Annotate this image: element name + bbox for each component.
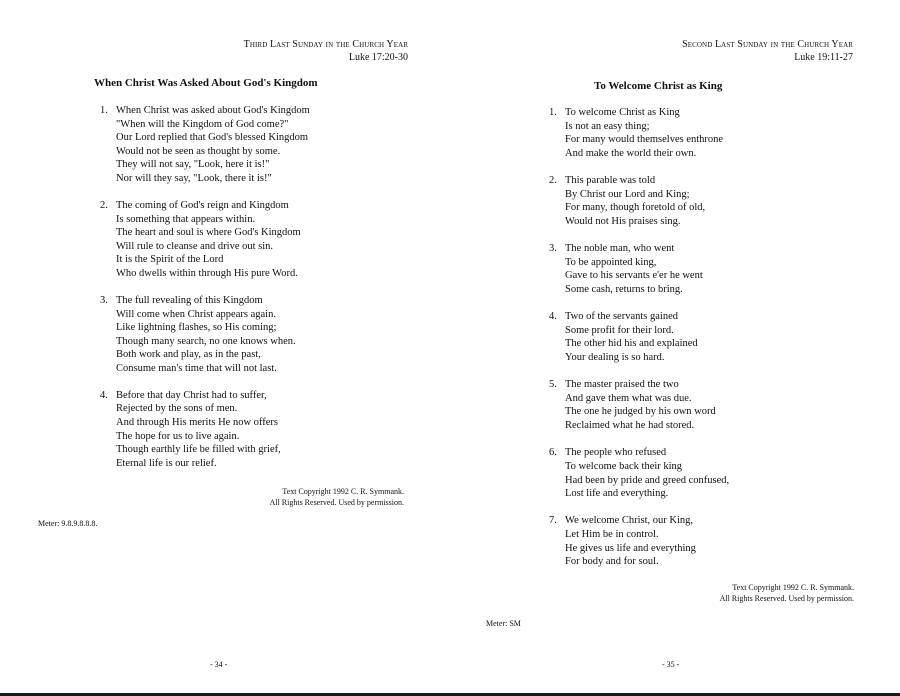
verse-line: To welcome Christ as King <box>565 107 680 118</box>
verse-line: It is the Spirit of the Lord <box>116 254 224 266</box>
verse-line: When Christ was asked about God's Kingdom <box>116 105 310 116</box>
verse-line: Some cash, returns to bring. <box>565 283 683 295</box>
verse-line: He gives us life and everything <box>565 542 696 554</box>
copyright-notice <box>270 486 404 508</box>
scripture-reference: Luke 19:11-27 <box>794 52 853 63</box>
copyright-line: Text Copyright 1992 C. R. Symmank. <box>732 583 854 592</box>
verse-line: Both work and play, as in the past, <box>116 349 261 361</box>
meter-label: Meter: SM <box>486 619 521 628</box>
verse-number: 3. <box>549 243 557 255</box>
verse-line: For many, though foretold of old, <box>565 202 706 214</box>
verse-line: For body and for soul. <box>565 556 659 568</box>
verse-line: Though many search, no one knows when. <box>116 335 296 347</box>
verse-number: 1. <box>100 105 108 116</box>
verse-line: Will come when Christ appears again. <box>116 308 276 320</box>
verse-number: 4. <box>100 389 108 401</box>
verse-line: And make the world their own. <box>565 147 697 159</box>
verse-3 <box>100 294 310 376</box>
verse-line: To welcome back their king <box>565 460 683 472</box>
verse-line: The full revealing of this Kingdom <box>116 294 263 306</box>
verse-line: Like lightning flashes, so His coming; <box>116 322 277 334</box>
verse-5 <box>549 378 729 432</box>
verse-line: Who dwells within through His pure Word. <box>116 267 298 279</box>
verse-number: 6. <box>549 447 557 459</box>
verse-list <box>100 104 310 484</box>
verse-line: Gave to his servants e'er he went <box>565 270 703 282</box>
verse-1 <box>100 104 310 186</box>
verse-7 <box>549 514 729 568</box>
permission-line: All Rights Reserved. Used by permission. <box>269 498 404 507</box>
occasion-header <box>244 38 408 64</box>
permission-line: All Rights Reserved. Used by permission. <box>719 594 854 603</box>
verse-6 <box>549 446 729 500</box>
verse-line: Is something that appears within. <box>116 213 256 225</box>
scripture-reference: Luke 17:20-30 <box>348 52 408 63</box>
hymn-title: When Christ Was Asked About God's Kingdom <box>94 77 318 89</box>
verse-number: 4. <box>549 311 557 323</box>
occasion-header <box>682 38 853 64</box>
verse-line: "When will the Kingdom of God come?" <box>116 118 289 130</box>
verse-line: Though earthly life be filled with grief, <box>116 444 281 456</box>
verse-number: 1. <box>549 107 557 118</box>
verse-line: Eternal life is our relief. <box>116 457 217 469</box>
verse-line: The coming of God's reign and Kingdom <box>116 199 289 211</box>
verse-line: Would not be seen as thought by some. <box>116 145 281 157</box>
verse-line: Had been by pride and greed confused, <box>565 474 730 486</box>
verse-3 <box>549 242 729 296</box>
copyright-line: Text Copyright 1992 C. R. Symmank. <box>282 487 404 496</box>
meter-label: Meter: 9.8.9.8.8.8. <box>38 519 98 528</box>
verse-line: The master praised the two <box>565 379 679 391</box>
verse-line: Your dealing is so hard. <box>565 351 665 363</box>
page-number: - 34 - <box>210 660 228 669</box>
verse-line: And gave them what was due. <box>565 392 692 404</box>
verse-line: The noble man, who went <box>565 243 675 255</box>
verse-number: 5. <box>549 379 557 391</box>
verse-number: 7. <box>549 515 557 527</box>
verse-line: The other hid his and explained <box>565 338 698 350</box>
verse-line: We welcome Christ, our King, <box>565 515 694 527</box>
verse-line: For many would themselves enthrone <box>565 134 724 146</box>
verse-line: Two of the servants gained <box>565 311 678 323</box>
page-number: - 35 - <box>662 660 680 669</box>
verse-line: They will not say, "Look, here it is!" <box>116 159 270 171</box>
verse-line: Rejected by the sons of men. <box>116 403 238 415</box>
verse-line: The hope for us to live again. <box>116 430 240 442</box>
right-page <box>450 0 900 696</box>
verse-4 <box>100 389 310 471</box>
verse-number: 2. <box>549 175 557 187</box>
verse-line: This parable was told <box>565 175 656 187</box>
verse-1 <box>549 106 729 160</box>
verse-line: Our Lord replied that God's blessed Kingdom <box>116 132 309 144</box>
verse-line: Consume man's time that will not last. <box>116 362 277 374</box>
copyright-notice <box>720 582 854 604</box>
hymn-title: To Welcome Christ as King <box>594 80 723 92</box>
verse-list <box>549 106 729 582</box>
verse-line: Let Him be in control. <box>565 528 659 540</box>
verse-4 <box>549 310 729 364</box>
verse-line: To be appointed king, <box>565 256 657 268</box>
occasion-name: Third Last Sunday in the Church Year <box>243 39 408 50</box>
verse-line: Before that day Christ had to suffer, <box>116 389 267 401</box>
verse-line: And through His merits He now offers <box>116 417 278 429</box>
verse-line: The heart and soul is where God's Kingdom <box>116 227 301 239</box>
verse-line: The one he judged by his own word <box>565 406 716 418</box>
verse-number: 2. <box>100 199 108 211</box>
verse-2 <box>100 199 310 281</box>
verse-line: Lost life and everything. <box>565 488 669 500</box>
verse-line: By Christ our Lord and King; <box>565 188 690 200</box>
verse-line: Will rule to cleanse and drive out sin. <box>116 240 274 252</box>
verse-line: Is not an easy thing; <box>565 120 650 132</box>
verse-line: The people who refused <box>565 447 667 459</box>
verse-2 <box>549 174 729 228</box>
verse-line: Would not His praises sing. <box>565 215 681 227</box>
occasion-name: Second Last Sunday in the Church Year <box>682 39 853 50</box>
verse-line: Nor will they say, "Look, there it is!" <box>116 172 272 184</box>
verse-line: Reclaimed what he had stored. <box>565 420 695 432</box>
verse-line: Some profit for their lord. <box>565 324 674 336</box>
verse-number: 3. <box>100 294 108 306</box>
